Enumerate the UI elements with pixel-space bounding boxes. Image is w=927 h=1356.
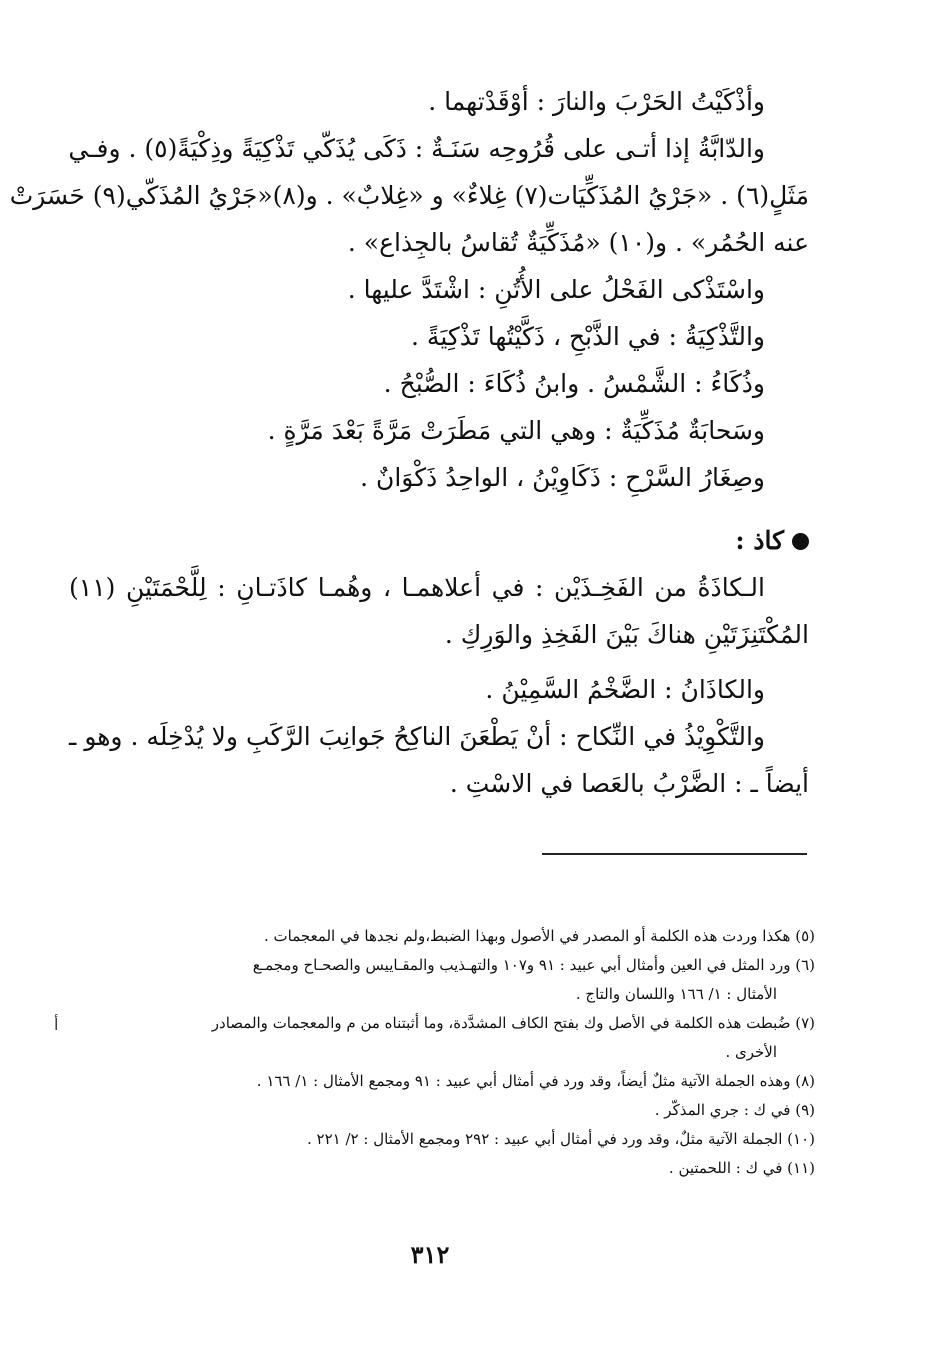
body-line-3: مَثَلٍ(٦) . «جَرْيُ المُذَكِّيَات(٧) غِلاءٌ» و «غِلابٌ» . و(٨)«جَرْيُ المُذَكّي(٩) حَسَرَتْ <box>9 181 809 210</box>
footnote-6: (٦) ورد المثل في العين وأمثال أبي عبيد : ٩١ و١٠٧ والتهـذيب والمقـاييس والصحـاح ومجمـع <box>252 956 815 974</box>
page-number: ٣١٢ <box>410 1240 450 1269</box>
footnote-6-cont: الأمثال : ١/ ١٦٦ واللسان والتاج . <box>575 985 777 1003</box>
body-line-6: والتَّذْكِيَةُ : في الذَّبْحِ ، ذَكَّيْتُها تَذْكِيَةً . <box>411 322 765 351</box>
section-line-1: الـكاذَةُ من الفَخِـذَيْن : في أعلاهمـا ، وهُمـا كاذَتـانِ : لِلَّحْمَتَيْنِ (١١) <box>69 573 765 602</box>
body-line-9: وصِغَارُ السَّرْحِ : ذَكَاوِيْنُ ، الواحِدُ ذَكْوَانٌ . <box>360 463 765 492</box>
section-heading-text: كاذ : <box>735 526 784 555</box>
section-heading <box>69 517 809 564</box>
footnote-7: (٧) ضُبطت هذه الكلمة في الأصل وك بفتح الكاف المشدَّدة، وما أثبتناه من م والمعجمات والمصادر <box>211 1014 815 1032</box>
body-line-4: عنه الحُمُر» . و(١٠) «مُذَكِّيَةٌ تُقاسُ بالجِذاع» . <box>347 228 809 257</box>
footnote-9: (٩) في ك : جري المذكّر . <box>654 1101 815 1119</box>
body-line-5: واسْتَذْكى الفَحْلُ على الأُتُنِ : اشْتَدَّ عليها . <box>347 275 765 304</box>
footnotes <box>109 922 815 1183</box>
footnote-11: (١١) في ك : اللحمتين . <box>668 1159 815 1177</box>
section-line-3: والكاذَانُ : الضَّخْمُ السَّمِيْنُ . <box>485 675 765 704</box>
margin-mark: أ <box>54 1015 59 1034</box>
footnote-separator <box>542 853 807 855</box>
body-line-7: وذُكَاءُ : الشَّمْسُ . وابنُ ذُكَاءَ : الصُّبْحُ . <box>383 369 765 398</box>
body-line-8: وسَحابَةٌ مُذَكِّيَةٌ : وهي التي مَطَرَتْ مَرَّةً بَعْدَ مَرَّةٍ . <box>267 416 765 445</box>
body-line-1: وأذْكَيْتُ الحَرْبَ والنارَ : أوْقَدْتهما . <box>428 87 765 116</box>
section-line-4: والتَّكْوِيْذُ في النِّكاح : أنْ يَطْعَنَ الناكِحُ جَوانِبَ الرَّكَبِ ولا يُدْخِلَه . وهو ـ <box>69 722 765 751</box>
section-line-2: المُكْتَنِزَتَيْنِ هناكَ بَيْنَ الفَخِذِ والوَرِكِ . <box>444 620 809 649</box>
footnote-7-cont: الأخرى . <box>725 1043 777 1061</box>
bullet-icon <box>792 533 809 550</box>
footnote-5: (٥) هكذا وردت هذه الكلمة أو المصدر في الأصول وبهذا الضبط،ولم نجدها في المعجمات . <box>264 927 815 945</box>
main-text <box>9 78 809 807</box>
footnote-8: (٨) وهذه الجملة الآتية مثلٌ أيضاً، وقد ورد في أمثال أبي عبيد : ٩١ ومجمع الأمثال : ١/ ١٦٦ . <box>256 1072 815 1090</box>
body-line-2: والدّابَّةُ إذا أتـى على قُرُوحِه سَنَـةٌ : ذَكَى يُذَكّي تَذْكِيَةً وذِكْيَةً(٥) . وفـي <box>68 134 765 163</box>
footnote-10: (١٠) الجملة الآتية مثلٌ، وقد ورد في أمثال أبي عبيد : ٢٩٢ ومجمع الأمثال : ٢/ ٢٢١ . <box>307 1130 815 1148</box>
section-line-5: أيضاً ـ : الضَّرْبُ بالعَصا في الاسْتِ . <box>449 769 809 798</box>
